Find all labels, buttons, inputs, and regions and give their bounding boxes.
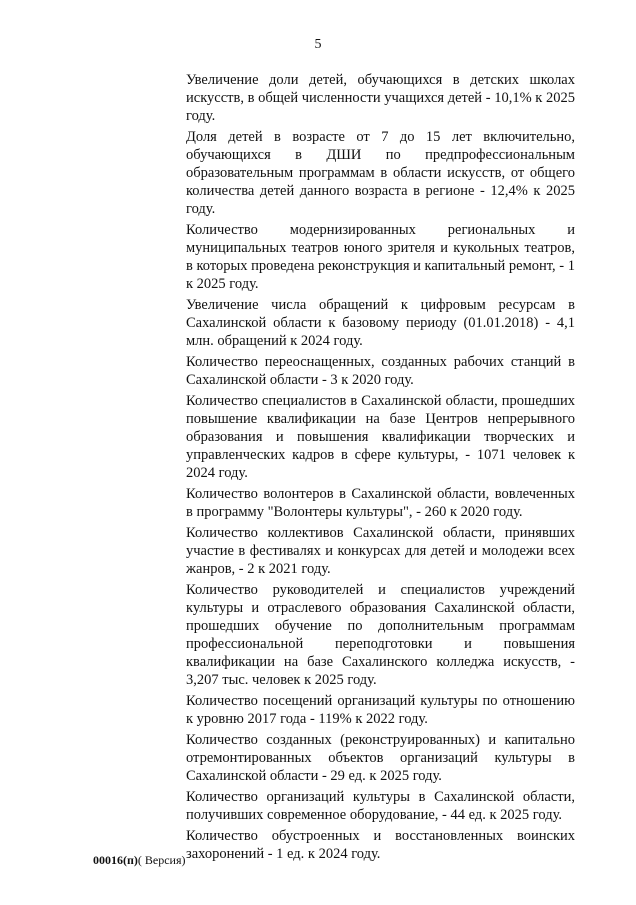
paragraph: Количество волонтеров в Сахалинской области, вовлеченных в программу "Волонтеры культуры", - 260 к 2020 году. xyxy=(186,486,575,520)
footer-version: ( Версия) xyxy=(137,853,186,867)
paragraph: Количество переоснащенных, созданных рабочих станций в Сахалинской области - 3 к 2020 году. xyxy=(186,354,575,388)
paragraph: Увеличение числа обращений к цифровым ресурсам в Сахалинской области к базовому периоду (01.01.2018) - 4,1 млн. обращений к 2024 году. xyxy=(186,297,575,349)
paragraph: Количество организаций культуры в Сахалинской области, получивших современное оборудование, - 44 ед. к 2025 году. xyxy=(186,789,575,823)
document-body xyxy=(186,71,575,866)
paragraph: Количество специалистов в Сахалинской области, прошедших повышение квалификации на базе Центров непрерывного образования и повышения квалификации творческих и управленческих кадров в сфере культуры, - 1071 человек к 2024 году. xyxy=(186,393,575,481)
footer-code: 00016(п) xyxy=(93,853,138,867)
footer xyxy=(93,853,186,868)
paragraph: Количество посещений организаций культуры по отношению к уровню 2017 года - 119% к 2022 году. xyxy=(186,693,575,727)
paragraph: Количество коллективов Сахалинской области, принявших участие в фестивалях и конкурсах для детей и молодежи всех жанров, - 2 к 2021 году. xyxy=(186,525,575,577)
paragraph: Количество созданных (реконструированных) и капитально отремонтированных объектов организаций культуры в Сахалинской области - 29 ед. к 2025 году. xyxy=(186,732,575,784)
paragraph: Количество модернизированных региональных и муниципальных театров юного зрителя и кукольных театров, в которых проведена реконструкция и капитальный ремонт, - 1 к 2025 году. xyxy=(186,222,575,292)
paragraph: Увеличение доли детей, обучающихся в детских школах искусств, в общей численности учащихся детей - 10,1% к 2025 году. xyxy=(186,72,575,124)
paragraph: Количество обустроенных и восстановленных воинских захоронений - 1 ед. к 2024 году. xyxy=(186,828,575,862)
paragraph: Количество руководителей и специалистов учреждений культуры и отраслевого образования Сахалинской области, прошедших обучение по дополнительным программам профессиональной переподготовки и повышения квалификации на базе Сахалинского колледжа искусств, - 3,207 тыс. человек к 2025 году. xyxy=(186,582,575,688)
page-number: 5 xyxy=(314,37,322,52)
paragraph: Доля детей в возрасте от 7 до 15 лет включительно, обучающихся в ДШИ по предпрофессиональным образовательным программам в области искусств, от общего количества детей данного возраста в регионе - 12,4% к 2025 году. xyxy=(186,129,575,217)
